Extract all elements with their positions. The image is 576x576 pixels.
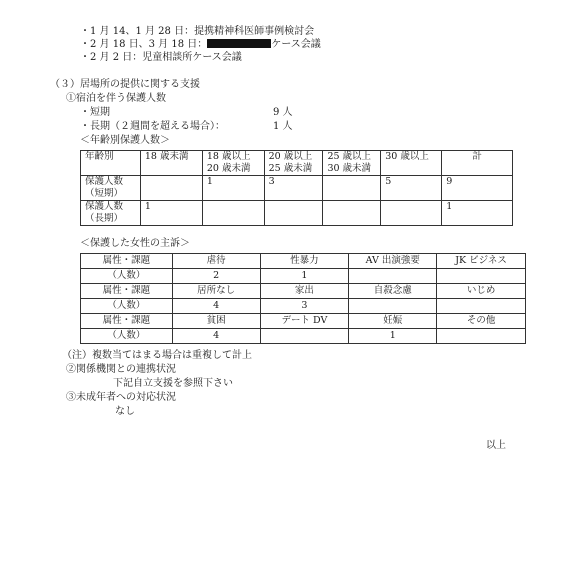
table-cell: 貧困	[172, 314, 260, 329]
sub-heading-2-body: 下記自立支援を参照下さい	[113, 378, 233, 389]
table-cell: 属性・課題	[81, 314, 173, 329]
meeting-line-2-suffix: ケース会議	[271, 39, 321, 50]
table-cell	[260, 329, 349, 344]
age-table	[80, 150, 513, 226]
redaction-bar	[207, 39, 271, 48]
table-cell: 性暴力	[260, 254, 349, 269]
table-header-cell: 18 歳以上 20 歳未満	[202, 151, 264, 176]
table-cell: いじめ	[437, 284, 526, 299]
meeting-line-1: ・1 月 14、1 月 28 日：提携精神科医師事例検討会	[80, 26, 315, 37]
table-cell: 1	[349, 329, 437, 344]
table-cell: 1	[260, 269, 349, 284]
table-cell: 1	[442, 201, 513, 226]
sub-heading-3: ③未成年者への対応状況	[66, 392, 176, 403]
table-row	[81, 299, 526, 314]
table-cell: JK ビジネス	[437, 254, 526, 269]
table-cell: 居所なし	[172, 284, 260, 299]
table-cell: 自殺念慮	[349, 284, 437, 299]
meeting-line-2-prefix: ・2 月 18 日、3 月 18 日：	[80, 39, 208, 50]
table-cell: 1	[202, 176, 264, 201]
table-cell: 3	[260, 299, 349, 314]
table-cell	[264, 201, 323, 226]
table-row	[81, 329, 526, 344]
table-row-label: 保護人数 （短期）	[81, 176, 141, 201]
table-cell: 4	[172, 299, 260, 314]
table-cell	[437, 329, 526, 344]
table-cell	[437, 269, 526, 284]
table-cell: 2	[172, 269, 260, 284]
table-header-cell: 年齢別	[81, 151, 141, 176]
table-cell: 3	[264, 176, 323, 201]
table-cell: 4	[172, 329, 260, 344]
table-header-cell: 18 歳未満	[140, 151, 202, 176]
table-cell: デート DV	[260, 314, 349, 329]
complaint-table-caption: ＜保護した女性の主訴＞	[80, 238, 190, 249]
table-header-cell: 計	[442, 151, 513, 176]
table-row-label: 保護人数 （長期）	[81, 201, 141, 226]
table-row	[81, 314, 526, 329]
table-cell: 属性・課題	[81, 284, 173, 299]
short-term-value: 9 人	[273, 107, 293, 118]
age-table-header-row	[81, 151, 513, 176]
table-cell	[202, 201, 264, 226]
section-heading: （３）居場所の提供に関する支援	[50, 79, 200, 90]
table-cell: 属性・課題	[81, 254, 173, 269]
sub-heading-1: ①宿泊を伴う保護人数	[66, 93, 166, 104]
sub-heading-2: ②関係機関との連携状況	[66, 364, 176, 375]
short-term-label: ・短期	[80, 107, 110, 118]
table-cell	[323, 201, 381, 226]
table-cell: 虐待	[172, 254, 260, 269]
table-header-cell: 25 歳以上 30 歳未満	[323, 151, 381, 176]
table-cell: 1	[140, 201, 202, 226]
table-cell: その他	[437, 314, 526, 329]
table-cell: （人数）	[81, 329, 173, 344]
table-cell: AV 出演強要	[349, 254, 437, 269]
closing-mark: 以上	[486, 440, 506, 451]
table-cell	[323, 176, 381, 201]
table-cell	[349, 299, 437, 314]
long-term-value: 1 人	[273, 121, 293, 132]
table-cell	[381, 201, 442, 226]
table-row	[81, 176, 513, 201]
sub-heading-3-body: なし	[115, 406, 135, 417]
table-cell	[437, 299, 526, 314]
table-header-cell: 20 歳以上 25 歳未満	[264, 151, 323, 176]
meeting-line-3: ・2 月 2 日：児童相談所ケース会議	[80, 52, 242, 63]
table-header-cell: 30 歳以上	[381, 151, 442, 176]
table-cell: 9	[442, 176, 513, 201]
table-row	[81, 269, 526, 284]
table-cell	[349, 269, 437, 284]
table-cell: 妊娠	[349, 314, 437, 329]
table-cell: （人数）	[81, 299, 173, 314]
age-table-caption: ＜年齢別保護人数＞	[80, 135, 170, 146]
table-row	[81, 284, 526, 299]
complaint-table	[80, 253, 526, 344]
table-note: （注）複数当てはまる場合は重複して計上	[62, 350, 252, 361]
table-cell: 5	[381, 176, 442, 201]
table-row	[81, 201, 513, 226]
meeting-line-2	[80, 39, 321, 51]
long-term-label: ・長期（２週間を超える場合）：	[80, 121, 225, 132]
table-cell: （人数）	[81, 269, 173, 284]
table-cell: 家出	[260, 284, 349, 299]
table-cell	[140, 176, 202, 201]
table-row	[81, 254, 526, 269]
